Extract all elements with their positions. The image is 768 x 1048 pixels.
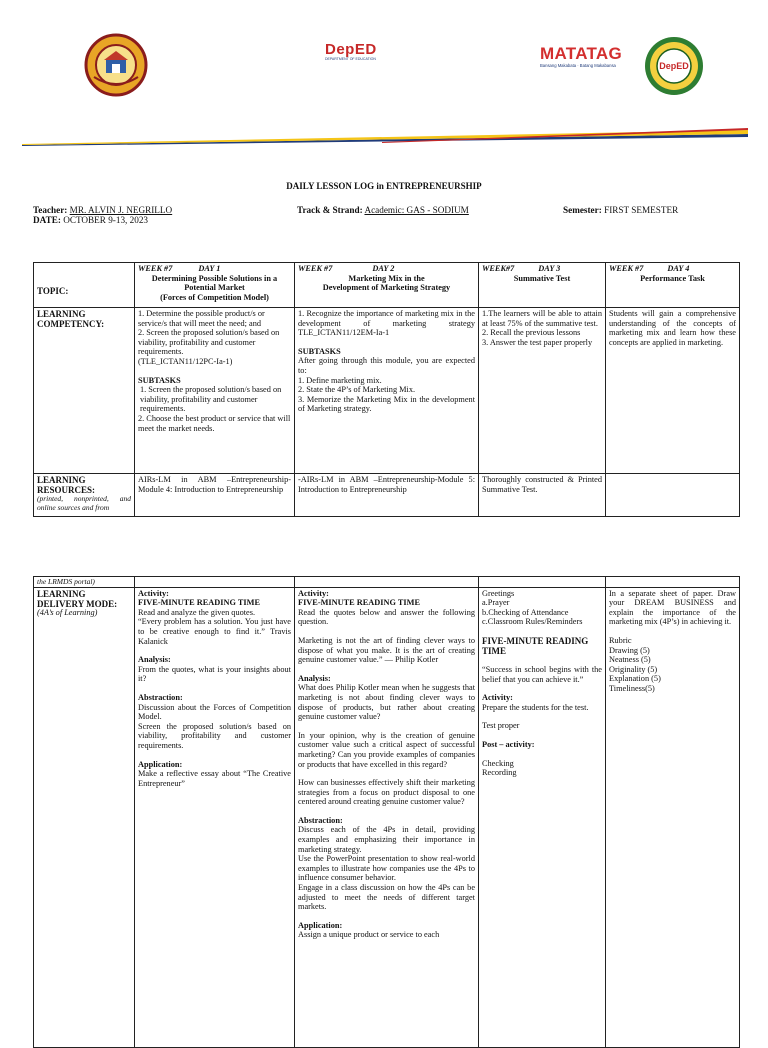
day4-header-cell (606, 263, 740, 308)
day4-rubric-1: Drawing (5) (609, 645, 650, 655)
day3-header-cell (479, 263, 606, 308)
resources-sublabel: (printed, nonprinted, and online sources and from (37, 494, 131, 512)
teacher-name: MR. ALVIN J. NEGRILLO (69, 205, 173, 215)
delivery-label-1: LEARNING (37, 588, 86, 599)
day2-reading-text: Read the quotes below and answer the following question. (298, 607, 475, 627)
day4-rubric-label: Rubric (609, 635, 632, 645)
day2-week: WEEK #7 (298, 264, 333, 273)
day4-rubric-4: Explanation (5) (609, 674, 661, 684)
day1-reading-text: Read and analyze the given quotes. (138, 607, 256, 617)
day1-abstraction-2: Screen the proposed solution/s based on viability, profitability and customer requirements. (138, 721, 291, 750)
day4-week: WEEK #7 (609, 264, 644, 273)
day1-subtask-1: 1. Screen the proposed solution/s based on viability, profitability and customer requirements. (140, 385, 282, 414)
day2-quote: Marketing is not the art of finding clever ways to dispose of what you make. It is the art of creating genuine customer value.” — Philip Kotler (298, 635, 475, 665)
day4-instructions: In a separate sheet of paper. Draw your DREAM BUSINESS and explain the importance of the marketing mix (4P’s) in achieving it. (609, 588, 736, 627)
delivery-label-2: DELIVERY MODE: (37, 598, 118, 609)
deped-seal (644, 36, 704, 96)
day2-question-3: How can businesses effectively shift their marketing strategies from a focus on product disposal to one centered around creating genuine customer value? (298, 778, 475, 807)
delivery-label-cell (34, 587, 135, 1047)
day3-reading-title: FIVE-MINUTE READING TIME (482, 635, 589, 656)
day1-quote: “Every problem has a solution. You just have to be creative enough to find it.” Travis Kalanick (138, 617, 291, 646)
day3-post-activity-label: Post – activity: (482, 739, 535, 749)
competency-label-cell (34, 308, 135, 474)
day3-activity-text: Prepare the students for the test. (482, 702, 589, 712)
day2-subtasks-label: SUBTASKS (298, 346, 341, 356)
day2-abstraction-2: Use the PowerPoint presentation to show real-world examples to illustrate how companies use the 4Ps to influence consumer behavior. (298, 854, 475, 883)
semester-label: Semester: (563, 205, 602, 215)
day1-application-text: Make a reflective essay about “The Creative Entrepreneur” (138, 769, 291, 788)
day1-topic (138, 274, 291, 303)
resources-label-cell (34, 474, 135, 517)
competency-label-2: COMPETENCY: (37, 319, 105, 329)
day4-delivery-cell (606, 587, 740, 1047)
day2-subtask-2: 2. State the 4P’s of Marketing Mix. (298, 385, 416, 395)
day4-competency-1: Students will gain a comprehensive understanding of the concepts of marketing mix and learn how these concepts are applied in marketing. (609, 309, 736, 347)
matatag-wordmark: MATATAG (540, 44, 623, 63)
day2-header-cell (295, 263, 479, 308)
day2-abstraction-label: Abstraction: (298, 815, 343, 825)
day3-post-item-2: Recording (482, 768, 517, 778)
day2-subtasks-intro: After going through this module, you are expected to: (298, 356, 475, 375)
track-label: Track & Strand: (297, 205, 363, 215)
day3-competency-2: 2. Recall the previous lessons (482, 328, 581, 338)
day1-subtasks-label: SUBTASKS (138, 375, 181, 385)
day1-topic-line1: Determining Possible Solutions in a (151, 273, 278, 283)
day1-delivery-cell (135, 587, 295, 1047)
matatag-tagline: Bansang Makabata · Batang Makabansa (540, 63, 616, 68)
teacher-label: Teacher: (33, 205, 68, 215)
continuation-note-cell (34, 577, 135, 588)
day2-competency-cell (295, 308, 479, 474)
day2-question-2: In your opinion, why is the creation of genuine customer value such a critical aspect of successful marketing? Can you provide examples of companies or products that have excelled in this regard? (298, 730, 475, 769)
day1-competency-cell (135, 308, 295, 474)
day2-activity-label: Activity: (298, 588, 329, 598)
day1-abstraction-1: Discussion about the Forces of Competition Model. (138, 702, 291, 722)
day1-reading-title: FIVE-MINUTE READING TIME (138, 598, 261, 608)
document-title: DAILY LESSON LOG in ENTREPRENEURSHIP (286, 181, 482, 191)
day3-day: DAY 3 (538, 264, 561, 273)
day4-rubric-3: Originality (5) (609, 664, 658, 674)
day2-topic (298, 274, 475, 293)
blank-cell (606, 577, 740, 588)
day2-reading-title: FIVE-MINUTE READING TIME (298, 598, 421, 608)
day4-resources (606, 474, 740, 517)
day3-resources: Thoroughly constructed & Printed Summative Test. (479, 474, 606, 517)
blank-cell (295, 577, 479, 588)
day1-competency-1: 1. Determine the possible product/s or service/s that will meet the need; and (138, 309, 265, 328)
matatag-logo (540, 45, 634, 75)
resources-label-2: RESOURCES: (37, 485, 96, 495)
day3-test-proper: Test proper (482, 721, 520, 731)
day2-subtask-3: 3. Memorize the Marketing Mix in the development of Marketing strategy. (298, 394, 475, 414)
day2-analysis-text: What does Philip Kotler mean when he suggests that marketing is not about finding clever ways to dispose of products, but rather about creating genuine customer value? (298, 683, 475, 722)
deped-wordmark: DepED (325, 41, 377, 58)
deped-logo (325, 42, 395, 64)
day1-topic-line2: Potential Market (184, 283, 245, 293)
topic-label: TOPIC: (37, 285, 69, 296)
lesson-log-table-1 (33, 262, 740, 517)
day1-abstraction-label: Abstraction: (138, 692, 183, 702)
day1-activity-label: Activity: (138, 588, 169, 598)
day3-greetings: Greetings (482, 588, 515, 598)
blank-cell (135, 577, 295, 588)
day2-abstraction-3: Engage in a class discussion on how the 4Ps can be adjusted to meet the needs of different target markets. (298, 883, 475, 912)
day4-topic: Performance Task (640, 273, 705, 283)
day1-analysis-text: From the quotes, what is your insights about it? (138, 664, 291, 684)
deped-subtitle: DEPARTMENT OF EDUCATION (325, 57, 376, 61)
schools-division-seal (84, 33, 148, 97)
day2-topic-line1: Marketing Mix in the (348, 273, 425, 283)
day3-competency-3: 3. Answer the test paper properly (482, 337, 593, 347)
day3-item-3: c.Classroom Rules/Reminders (482, 617, 583, 627)
day3-competency-1: 1.The learners will be able to attain at least 75% of the summative test. (482, 309, 602, 328)
day3-topic: Summative Test (513, 273, 571, 283)
day1-resources: AIRs-LM in ABM –Entrepreneurship-Module 4: Introduction to Entrepreneurship (135, 474, 295, 517)
lesson-log-table-2 (33, 576, 740, 1048)
semester-line (563, 205, 678, 216)
date-label: DATE: (33, 215, 61, 225)
day1-subtask-2: 2. Choose the best product or service that will meet the market needs. (138, 413, 291, 433)
continuation-note: the LRMDS portal) (37, 577, 95, 586)
day3-activity-label: Activity: (482, 693, 513, 703)
blank-cell (479, 577, 606, 588)
day1-week: WEEK #7 (138, 264, 173, 273)
day4-competency-cell (606, 308, 740, 474)
day4-day: DAY 4 (667, 264, 690, 273)
day2-abstraction-1: Discuss each of the 4Ps in detail, providing examples and emphasizing their importance in marketing strategy. (298, 825, 475, 854)
track-value: Academic: GAS - SODIUM (364, 205, 469, 215)
day2-competency-1: 1. Recognize the importance of marketing mix in the development of marketing strategy TLE_ICTAN11/12EM-Ia-1 (298, 309, 475, 338)
day1-topic-line3: (Forces of Competition Model) (160, 292, 269, 302)
semester-value: FIRST SEMESTER (604, 205, 679, 215)
day3-quote: “Success in school begins with the belief that you can achieve it.” (482, 664, 602, 684)
day3-post-item-1: Checking (482, 758, 514, 768)
day2-day: DAY 2 (372, 264, 395, 273)
day3-week: WEEK#7 (482, 264, 515, 273)
date-line (33, 215, 148, 226)
day4-rubric-5: Timeliness(5) (609, 683, 655, 693)
track-line (297, 205, 469, 216)
day2-delivery-cell (295, 587, 479, 1047)
day2-resources: -AIRs-LM in ABM –Entrepreneurship-Module 5: Introduction to Entrepreneurship (295, 474, 479, 517)
day2-application-label: Application: (298, 920, 343, 930)
day1-competency-2: 2. Screen the proposed solution/s based on viability, profitability and customer requirements. (138, 328, 280, 357)
day3-item-1: a.Prayer (482, 598, 510, 608)
delivery-sublabel: (4A’s of Learning) (37, 607, 98, 617)
day3-competency-cell (479, 308, 606, 474)
competency-label-1: LEARNING (37, 309, 86, 319)
header-stripe (22, 128, 748, 146)
day2-application-text: Assign a unique product or service to each (298, 930, 440, 940)
day1-header-cell (135, 263, 295, 308)
day3-item-2: b.Checking of Attendance (482, 607, 569, 617)
topic-label-cell (34, 263, 135, 308)
svg-text:DepED: DepED (659, 61, 689, 71)
day4-rubric-2: Neatness (5) (609, 655, 651, 665)
resources-label-1: LEARNING (37, 475, 86, 485)
day1-day: DAY 1 (198, 264, 221, 273)
day3-delivery-cell (479, 587, 606, 1047)
day1-application-label: Application: (138, 759, 183, 769)
day2-analysis-label: Analysis: (298, 673, 331, 683)
day2-topic-line2: Development of Marketing Strategy (322, 283, 451, 293)
date-value: OCTOBER 9-13, 2023 (63, 215, 149, 225)
day1-competency-code: (TLE_ICTAN11/12PC-Ia-1) (138, 356, 233, 366)
day2-subtask-1: 1. Define marketing mix. (298, 375, 382, 385)
day1-analysis-label: Analysis: (138, 655, 171, 665)
